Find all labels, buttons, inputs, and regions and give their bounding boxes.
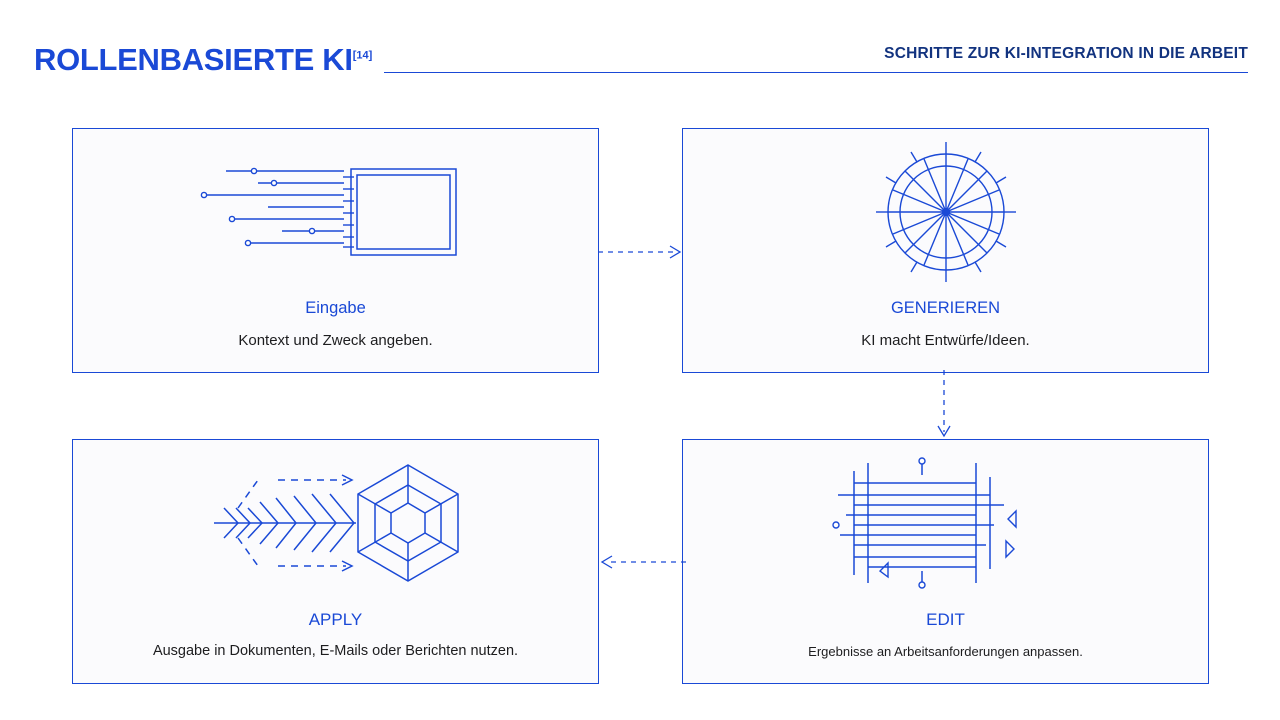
- document-lines-edit-icon: [683, 448, 1208, 598]
- card-generate-heading: GENERIEREN: [890, 299, 1001, 317]
- page-title-text: ROLLENBASIERTE KI: [34, 42, 353, 77]
- card-apply-description: Ausgabe in Dokumenten, E-Mails oder Berichten nutzen.: [152, 643, 519, 659]
- card-input-description: Kontext und Zweck angeben.: [238, 332, 433, 349]
- card-edit-heading: EDIT: [926, 610, 965, 629]
- slide-header: [0, 0, 1280, 110]
- connector-edit-to-apply: [592, 542, 688, 582]
- card-edit[interactable]: [682, 439, 1209, 684]
- data-stream-into-screen-icon: [73, 137, 598, 287]
- card-apply-heading: APPLY: [308, 610, 363, 629]
- page-title-footnote: [14]: [352, 49, 373, 62]
- card-edit-description: Ergebnisse an Arbeitsanforderungen anpassen.: [808, 644, 1083, 659]
- arrow-fletching-hexagon-icon: [73, 448, 598, 598]
- card-generate[interactable]: [682, 128, 1209, 373]
- card-input[interactable]: [72, 128, 599, 373]
- page-title: [34, 42, 372, 78]
- radial-burst-circle-icon: [683, 137, 1208, 287]
- card-apply[interactable]: [72, 439, 599, 684]
- card-input-heading: Eingabe: [305, 299, 366, 317]
- header-subtitle: SCHRITTE ZUR KI-INTEGRATION IN DIE ARBEIT: [884, 45, 1248, 62]
- header-divider: [384, 72, 1248, 73]
- card-generate-description: KI macht Entwürfe/Ideen.: [861, 332, 1030, 349]
- connector-generate-to-edit: [922, 368, 966, 446]
- connector-input-to-generate: [596, 232, 688, 272]
